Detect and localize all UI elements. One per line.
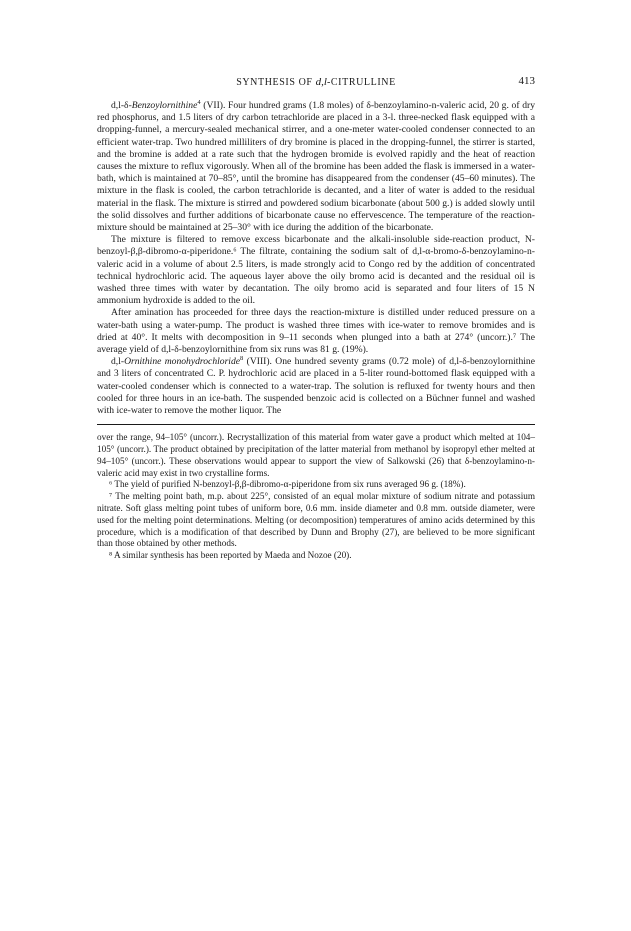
- paragraph-text: (VII). Four hundred grams (1.8 moles) of δ-benzoylamino-n-valeric acid, 20 g. of dry red phosphorus, and 1.5 liters of dry carbon tetrachloride are placed in a 3-l. three-necked flask equipped with a dropping-funnel, a mercury-sealed mechanical stirrer, and a one-meter water-cooled condenser connected to an efficient water-trap. Two hundred milliliters of dry bromine is placed in the dropping-funnel, the stirrer is started, and the bromine is added at a rate such that the hydrogen bromide is evolved rapidly and the heat of reaction causes the mixture to reflux vigorously. When all of the bromine has been added the flask is immersed in a water-bath, which is maintained at 70–85°, until the bromine has disappeared from the condenser (45–60 minutes). The mixture in the flask is cooled, the carbon tetrachloride is decanted, and a liter of water is added to the residual material in the flask. The mixture is stirred and powdered sodium bicarbonate (about 500 g.) is added slowly until the solid dissolves and further additions of bicarbonate cause no effervescence. The temperature of the reaction-mixture should be maintained at 25–30° with ice during the addition of the bicarbonate.: [97, 100, 535, 234]
- compound-heading-prefix: d,l-: [111, 356, 125, 368]
- footnote-divider: [97, 424, 535, 425]
- compound-heading-prefix: d,l-δ-: [111, 100, 132, 111]
- paragraph-filtration: The mixture is filtered to remove excess bicarbonate and the alkali-insoluble side-reaction product, N-benzoyl-β,β-dibromo-α-piperidone.⁶ The filtrate, containing the sodium salt of d,l-α-bromo-δ-benzoylamino-n-valeric acid in a volume of about 2.5 liters, is made strongly acid to Congo red by the addition of concentrated technical hydrochloric acid. The aqueous layer above the oily bromo acid is decanted and the residual oil is washed three times with water by decantation. The oily bromo acid is separated and four liters of 15 N ammonium hydroxide is added to the oil.: [97, 234, 535, 307]
- running-title-prefix: SYNTHESIS OF: [236, 77, 316, 88]
- page-number: 413: [518, 75, 535, 87]
- paragraph-ornithine-monohydrochloride: [97, 356, 535, 417]
- running-header: [97, 74, 535, 92]
- compound-heading-italic: Benzoylornithine: [131, 100, 198, 111]
- paragraph-amination: After amination has proceeded for three days the reaction-mixture is distilled under reduced pressure on a water-bath using a water-pump. The product is washed three times with ice-water to remove bromides and is dried at 40°. It melts with decomposition in 9–11 seconds when plunged into a bath at 274° (uncorr.).⁷ The average yield of d,l-δ-benzoylornithine from six runs was 81 g. (19%).: [97, 307, 535, 356]
- footnote-ref: 4: [197, 98, 201, 106]
- footnote-7: ⁷ The melting point bath, m.p. about 225°, consisted of an equal molar mixture of sodium nitrate and potassium nitrate. Soft glass melting point tubes of uniform bore, 0.6 mm. inside diameter and 0.8 mm. outside diameter, were used for the melting point determinations. Melting (or decomposition) temperatures of amino acids determined by this procedure, which is a modification of that described by Dunn and Brophy (27), are believed to be more significant than those obtained by other methods.: [97, 491, 535, 549]
- document-page: [97, 74, 535, 562]
- running-title-italic: d,l: [315, 76, 327, 88]
- paragraph-benzoylornithine: [97, 100, 535, 234]
- compound-heading-italic: Ornithine monohydrochloride: [124, 356, 241, 368]
- body-text: [97, 100, 535, 417]
- footnote-ref: 8: [240, 355, 244, 363]
- footnote-8: ⁸ A similar synthesis has been reported by Maeda and Nozoe (20).: [109, 550, 352, 561]
- running-title: [97, 76, 535, 88]
- footnotes: [97, 432, 535, 562]
- running-title-suffix: -CITRULLINE: [326, 77, 396, 88]
- paragraph-text: (VIII). One hundred seventy grams (0.72 mole) of d,l-δ-benzoylornithine and 3 liters of concentrated C. P. hydrochloric acid are placed in a 5-liter round-bottomed flask equipped with a water-cooled condenser which is connected to a water-trap. The solution is refluxed for twenty hours and then cooled for three hours in an ice-bath. The suspended benzoic acid is collected on a Büchner funnel and washed with ice-water to remove the mother liquor. The: [97, 356, 535, 417]
- footnote-6: ⁶ The yield of purified N-benzoyl-β,β-dibromo-α-piperidone from six runs averaged 96 g. (18%).: [109, 479, 466, 490]
- footnote-continuation: over the range, 94–105° (uncorr.). Recrystallization of this material from water gave a product which melted at 104–105° (uncorr.). The product obtained by precipitation of the latter material from methanol by isopropyl ether melted at 94–105° (uncorr.). These observations would appear to support the view of Salkowski (26) that δ-benzoylamino-n-valeric acid may exist in two crystalline forms.: [97, 432, 535, 478]
